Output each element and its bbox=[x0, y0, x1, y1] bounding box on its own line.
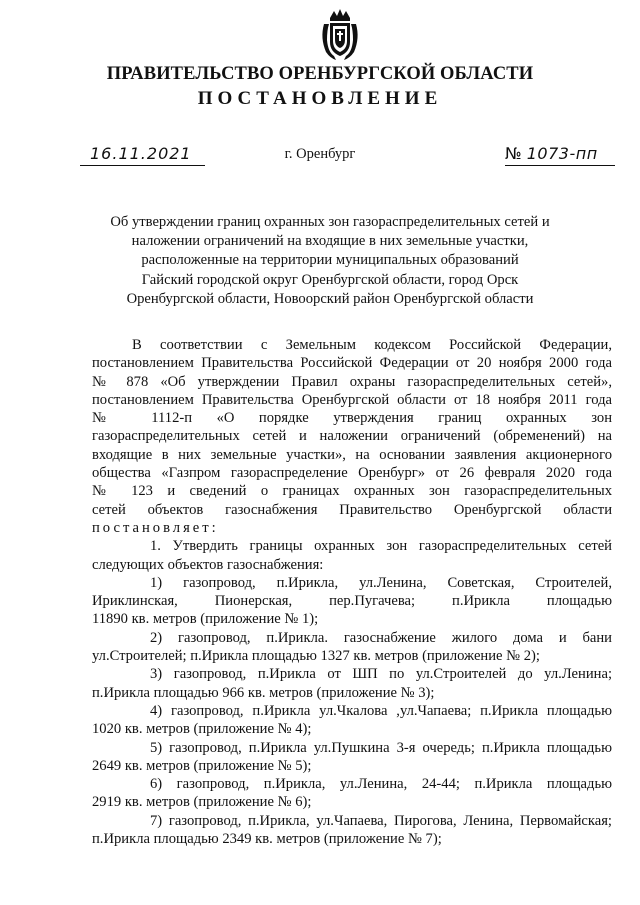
preamble-line: № 1112-п «О порядке утверждения границ охранных зон bbox=[92, 410, 612, 427]
preamble bbox=[92, 336, 612, 537]
document-body bbox=[92, 336, 612, 848]
preamble-line: постановлением Правительства Российской Федерации от 20 ноября 2000 года bbox=[92, 355, 612, 372]
subitem-line: 7) газопровод, п.Ирикла, ул.Чапаева, Пирогова, Ленина, Первомайская; bbox=[150, 812, 612, 829]
title-line: расположенные на территории муниципальных образований bbox=[141, 252, 519, 269]
title-line: Оренбургской области, Новоорский район Оренбургской области bbox=[126, 290, 534, 307]
title-line: Гайский городской округ Оренбургской области, город Орск bbox=[141, 271, 519, 288]
document-date: 16.11.2021 bbox=[80, 144, 205, 166]
subitem-1 bbox=[92, 574, 612, 629]
preamble-line: № 878 «Об утверждении Правил охраны газораспределительных сетей», bbox=[92, 373, 612, 390]
title-line: наложении ограничений на входящие в них земельные участки, bbox=[131, 233, 529, 250]
preamble-line: входящие в них земельные участки», на основании заявления акционерного bbox=[92, 446, 612, 463]
subitem-line: п.Ирикла площадью 966 кв. метров (приложение № 3); bbox=[92, 684, 435, 701]
government-name: ПРАВИТЕЛЬСТВО ОРЕНБУРГСКОЙ ОБЛАСТИ bbox=[106, 64, 534, 84]
subitem-2 bbox=[92, 629, 612, 666]
subitem-line: 11890 кв. метров (приложение № 1); bbox=[92, 611, 319, 628]
number-sign: № bbox=[505, 144, 522, 163]
subitem-3 bbox=[92, 665, 612, 702]
subitem-line: 4) газопровод, п.Ирикла ул.Чкалова ,ул.Чапаева; п.Ирикла площадью bbox=[150, 702, 612, 719]
subitem-line: 2919 кв. метров (приложение № 6); bbox=[92, 794, 312, 811]
preamble-line: В соответствии с Земельным кодексом Российской Федерации, bbox=[132, 337, 612, 353]
number-value: 1073-пп bbox=[526, 144, 598, 163]
subitem-line: 2649 кв. метров (приложение № 5); bbox=[92, 757, 312, 774]
preamble-line: постановлением Правительства Оренбургской области от 18 ноября 2011 года bbox=[92, 391, 612, 408]
subitem-line: 2) газопровод, п.Ирикла. газоснабжение жилого дома и бани bbox=[150, 629, 612, 646]
subitem-6 bbox=[92, 775, 612, 812]
coat-of-arms-emblem bbox=[318, 8, 362, 62]
preamble-line: № 123 и сведений о границах охранных зон газораспределительных bbox=[92, 483, 612, 500]
subitem-line: 5) газопровод, п.Ирикла ул.Пушкина 3-я очередь; п.Ирикла площадью bbox=[150, 739, 612, 756]
subitem-5 bbox=[92, 739, 612, 776]
document-type: ПОСТАНОВЛЕНИЕ bbox=[197, 88, 443, 109]
subitem-line: ул.Строителей; п.Ирикла площадью 1327 кв. метров (приложение № 2); bbox=[92, 648, 540, 665]
subitem-line: 1020 кв. метров (приложение № 4); bbox=[92, 721, 312, 738]
subitem-line: 1) газопровод, п.Ирикла, ул.Ленина, Советская, Строителей, bbox=[150, 574, 612, 591]
subitem-line: Ириклинская, Пионерская, пер.Пугачева; п.Ирикла площадью bbox=[92, 593, 612, 610]
subitem-4 bbox=[92, 702, 612, 739]
subitem-line: 6) газопровод, п.Ирикла, ул.Ленина, 24-44; п.Ирикла площадью bbox=[150, 776, 612, 793]
item-line: 1. Утвердить границы охранных зон газораспределительных сетей bbox=[150, 538, 612, 555]
title-line: Об утверждении границ охранных зон газораспределительных сетей и bbox=[110, 214, 550, 230]
preamble-line: газораспределительных сетей и наложении ограничений (обременений) на bbox=[92, 428, 612, 445]
preamble-line: общества «Газпром газораспределение Оренбург» от 26 февраля 2020 года bbox=[92, 465, 612, 482]
document-title bbox=[100, 213, 560, 309]
document-number bbox=[505, 144, 615, 166]
resolves-word: постановляет: bbox=[92, 519, 219, 536]
item-1 bbox=[92, 537, 612, 574]
subitem-line: п.Ирикла площадью 2349 кв. метров (приложение № 7); bbox=[92, 831, 442, 848]
subitem-line: 3) газопровод, п.Ирикла от ШП по ул.Строителей до ул.Ленина; bbox=[150, 666, 612, 683]
subitem-7 bbox=[92, 812, 612, 849]
preamble-line: сетей объектов газоснабжения Правительство Оренбургской области bbox=[92, 501, 612, 518]
document-city: г. Оренбург bbox=[284, 146, 356, 162]
item-line: следующих объектов газоснабжения: bbox=[92, 556, 324, 573]
